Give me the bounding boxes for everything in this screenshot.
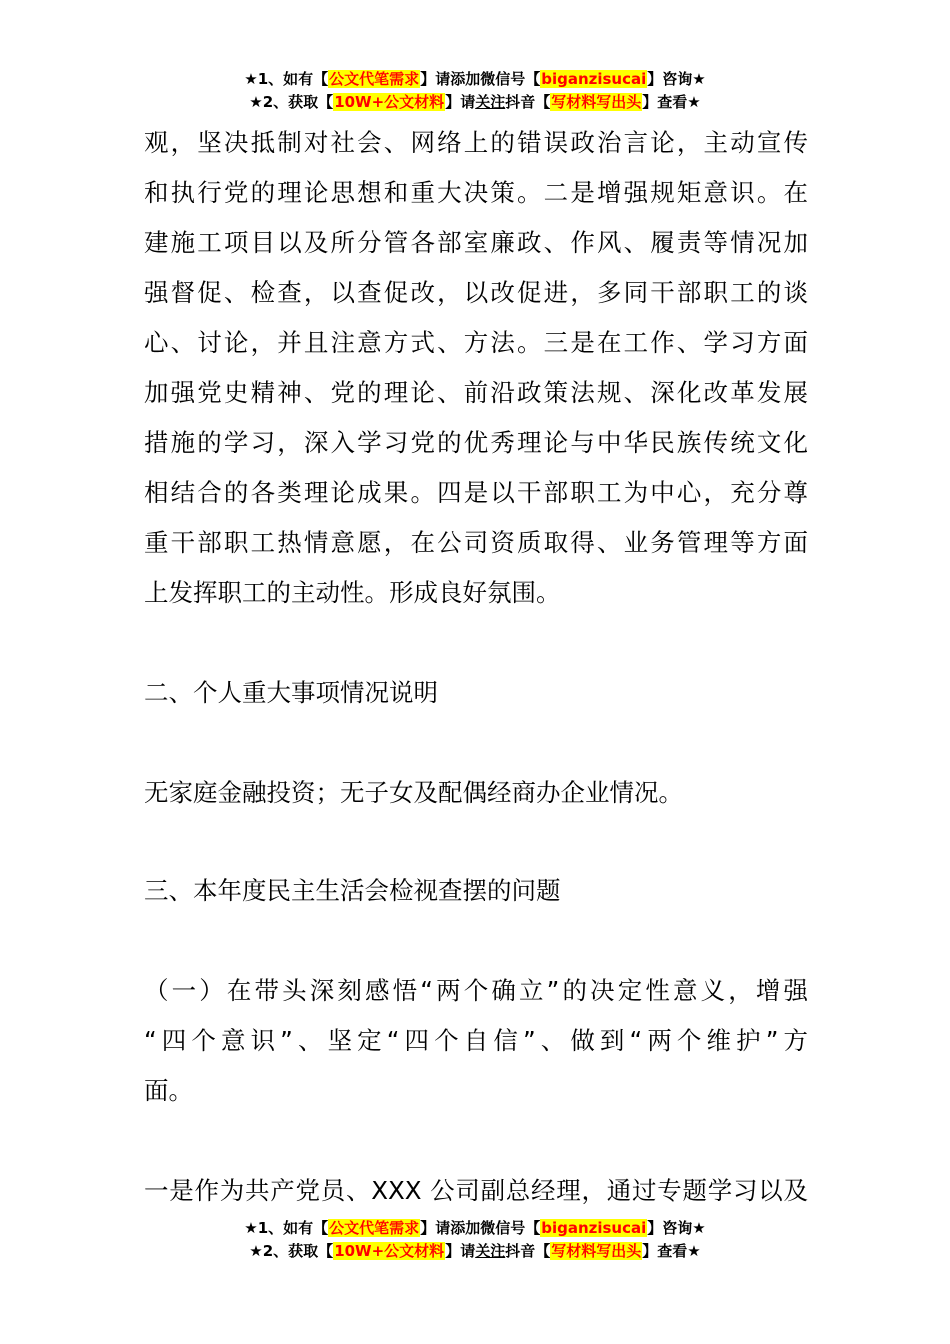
paragraph-4 <box>144 1166 808 1216</box>
text-line: 建施工项目以及所分管各部室廉政、作风、履责等情况加 <box>144 228 808 257</box>
text-line: 心、讨论，并且注意方式、方法。三是在工作、学习方面 <box>144 328 808 357</box>
text-line: 加强党史精神、党的理论、前沿政策法规、深化改革发展 <box>144 378 808 407</box>
banner-line-1 <box>0 1217 950 1240</box>
highlight-text: 写材料写出头 <box>551 1242 642 1260</box>
highlight-text: biganzisucai <box>541 1219 647 1237</box>
section-heading-3 <box>144 866 808 916</box>
banner-text: 抖音【 <box>505 93 551 111</box>
banner-line-1 <box>0 68 950 91</box>
text-line: 一是作为共产党员、XXX 公司副总经理，通过专题学习以及 <box>144 1176 808 1205</box>
paragraph-1 <box>144 118 808 618</box>
text-line: （一）在带头深刻感悟“两个确立”的决定性意义，增强 <box>144 976 808 1005</box>
text-line: 无家庭金融投资；无子女及配偶经商办企业情况。 <box>144 778 683 807</box>
text-line: 面。 <box>144 1076 193 1105</box>
highlight-text: 10W+公文材料 <box>334 93 445 111</box>
highlight-text: 写材料写出头 <box>551 93 642 111</box>
banner-text: 】请 <box>445 93 476 111</box>
text-line: 重干部职工热情意愿，在公司资质取得、业务管理等方面 <box>144 528 808 557</box>
paragraph-2 <box>144 768 808 818</box>
banner-text: ★1、如有【 <box>244 70 329 88</box>
text-line: 上发挥职工的主动性。形成良好氛围。 <box>144 578 561 607</box>
highlight-text: 公文代笔需求 <box>329 1219 420 1237</box>
banner-text: 】咨询★ <box>647 70 706 88</box>
banner-text: 抖音【 <box>505 1242 551 1260</box>
section-heading-2 <box>144 668 808 718</box>
highlight-text: 10W+公文材料 <box>334 1242 445 1260</box>
text-line: 观，坚决抵制对社会、网络上的错误政治言论，主动宣传 <box>144 128 808 157</box>
header-banner <box>0 68 950 114</box>
banner-line-2 <box>0 91 950 114</box>
text-line: 和执行党的理论思想和重大决策。二是增强规矩意识。在 <box>144 178 808 207</box>
heading-text: 三、本年度民主生活会检视查摆的问题 <box>144 876 561 905</box>
text-line: 强督促、检查，以查促改，以改促进，多同干部职工的谈 <box>144 278 808 307</box>
banner-text: 】请添加微信号【 <box>420 70 541 88</box>
banner-text: 】查看★ <box>642 93 701 111</box>
banner-text: 】请 <box>445 1242 476 1260</box>
underlined-text: 关注 <box>475 93 506 111</box>
banner-line-2 <box>0 1240 950 1263</box>
banner-text: 】查看★ <box>642 1242 701 1260</box>
banner-text: ★1、如有【 <box>244 1219 329 1237</box>
text-line: “四个意识”、坚定“四个自信”、做到“两个维护”方 <box>144 1026 808 1055</box>
highlight-text: biganzisucai <box>541 70 647 88</box>
banner-text: ★2、获取【 <box>249 1242 334 1260</box>
highlight-text: 公文代笔需求 <box>329 70 420 88</box>
banner-text: 】请添加微信号【 <box>420 1219 541 1237</box>
text-line: 相结合的各类理论成果。四是以干部职工为中心，充分尊 <box>144 478 808 507</box>
banner-text: 】咨询★ <box>647 1219 706 1237</box>
heading-text: 二、个人重大事项情况说明 <box>144 678 438 707</box>
paragraph-3 <box>144 966 808 1116</box>
underlined-text: 关注 <box>475 1242 506 1260</box>
footer-banner <box>0 1217 950 1263</box>
text-line: 措施的学习，深入学习党的优秀理论与中华民族传统文化 <box>144 428 808 457</box>
banner-text: ★2、获取【 <box>249 93 334 111</box>
